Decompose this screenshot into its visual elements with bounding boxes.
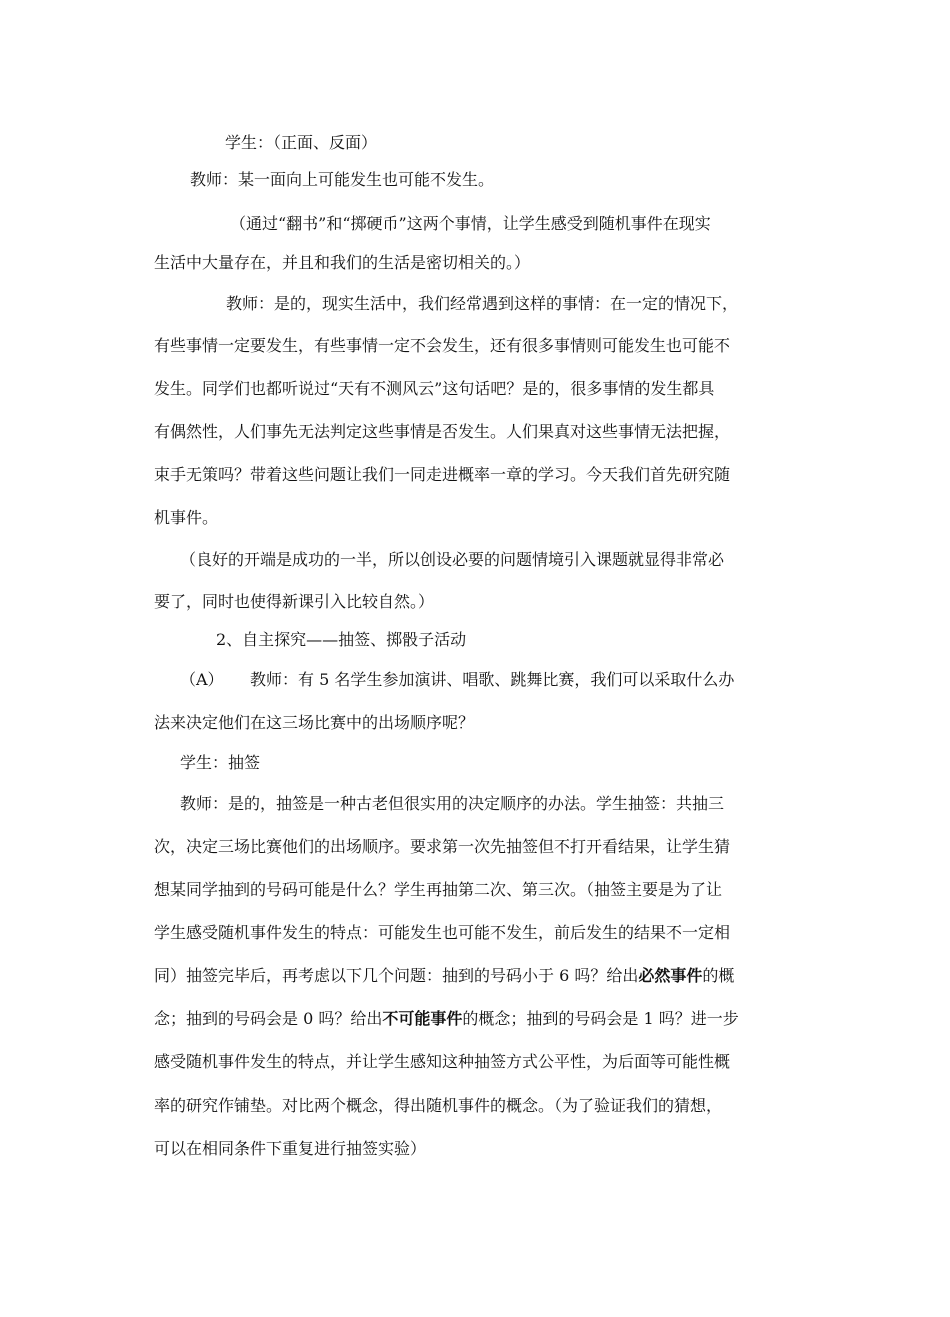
term-impossible-event: 不可能事件 (382, 1009, 463, 1028)
teacher-paragraph-line: 束手无策吗？带着这些问题让我们一同走进概率一章的学习。今天我们首先研究随 (154, 465, 731, 484)
line-text: 念；抽到的号码会是 0 吗？给出 (154, 1009, 383, 1028)
teacher-explanation-line: 可以在相同条件下重复进行抽签实验） (154, 1139, 427, 1158)
teacher-question-line: 教师：有 5 名学生参加演讲、唱歌、跳舞比赛，我们可以采取什么办 (250, 670, 735, 689)
note-paragraph-line: （良好的开端是成功的一半，所以创设必要的问题情境引入课题就显得非常必 (180, 550, 725, 569)
teacher-explanation-line: 感受随机事件发生的特点，并让学生感知这种抽签方式公平性，为后面等可能性概 (154, 1052, 731, 1071)
student-line-sides: 学生：（正面、反面） (225, 133, 378, 152)
teacher-explanation-line: 教师：是的，抽签是一种古老但很实用的决定顺序的办法。学生抽签：共抽三 (180, 794, 725, 813)
item-label-a: （A） (180, 670, 224, 689)
teacher-explanation-line (154, 1009, 739, 1029)
line-text: 同）抽签完毕后，再考虑以下几个问题：抽到的号码小于 6 吗？给出 (154, 966, 639, 985)
teacher-paragraph-line: 机事件。 (154, 508, 219, 527)
teacher-explanation-line: 率的研究作铺垫。对比两个概念，得出随机事件的概念。（为了验证我们的猜想， (154, 1096, 723, 1115)
note-paragraph-line: （通过“翻书”和“掷硬币”这两个事情，让学生感受到随机事件在现实 (230, 214, 711, 233)
teacher-paragraph-line: 教师：是的，现实生活中，我们经常遇到这样的事情：在一定的情况下， (226, 294, 739, 313)
line-text: 的概念；抽到的号码会是 1 吗？进一步 (462, 1009, 739, 1028)
term-certain-event: 必然事件 (638, 966, 703, 985)
teacher-paragraph-line: 发生。同学们也都听说过“天有不测风云”这句话吧？是的，很多事情的发生都具 (154, 379, 715, 398)
teacher-explanation-line: 学生感受随机事件发生的特点：可能发生也可能不发生，前后发生的结果不一定相 (154, 923, 731, 942)
teacher-explanation-line (154, 966, 734, 986)
note-paragraph-line: 要了，同时也使得新课引入比较自然。） (154, 592, 435, 611)
teacher-explanation-line: 次，决定三场比赛他们的出场顺序。要求第一次先抽签但不打开看结果，让学生猜 (154, 837, 731, 856)
student-answer-line: 学生：抽签 (180, 753, 261, 772)
teacher-paragraph-line: 有偶然性，人们事先无法判定这些事情是否发生。人们果真对这些事情无法把握， (154, 422, 731, 441)
note-paragraph-line: 生活中大量存在，并且和我们的生活是密切相关的。） (154, 253, 531, 272)
teacher-explanation-line: 想某同学抽到的号码可能是什么？学生再抽第二次、第三次。（抽签主要是为了让 (154, 880, 723, 899)
teacher-line-probability: 教师：某一面向上可能发生也可能不发生。 (190, 170, 495, 189)
teacher-question-line: 法来决定他们在这三场比赛中的出场顺序呢？ (154, 713, 475, 732)
section-heading: 2、自主探究——抽签、掷骰子活动 (216, 630, 467, 649)
line-text: 的概 (702, 966, 735, 985)
teacher-paragraph-line: 有些事情一定要发生，有些事情一定不会发生，还有很多事情则可能发生也可能不 (154, 336, 731, 355)
